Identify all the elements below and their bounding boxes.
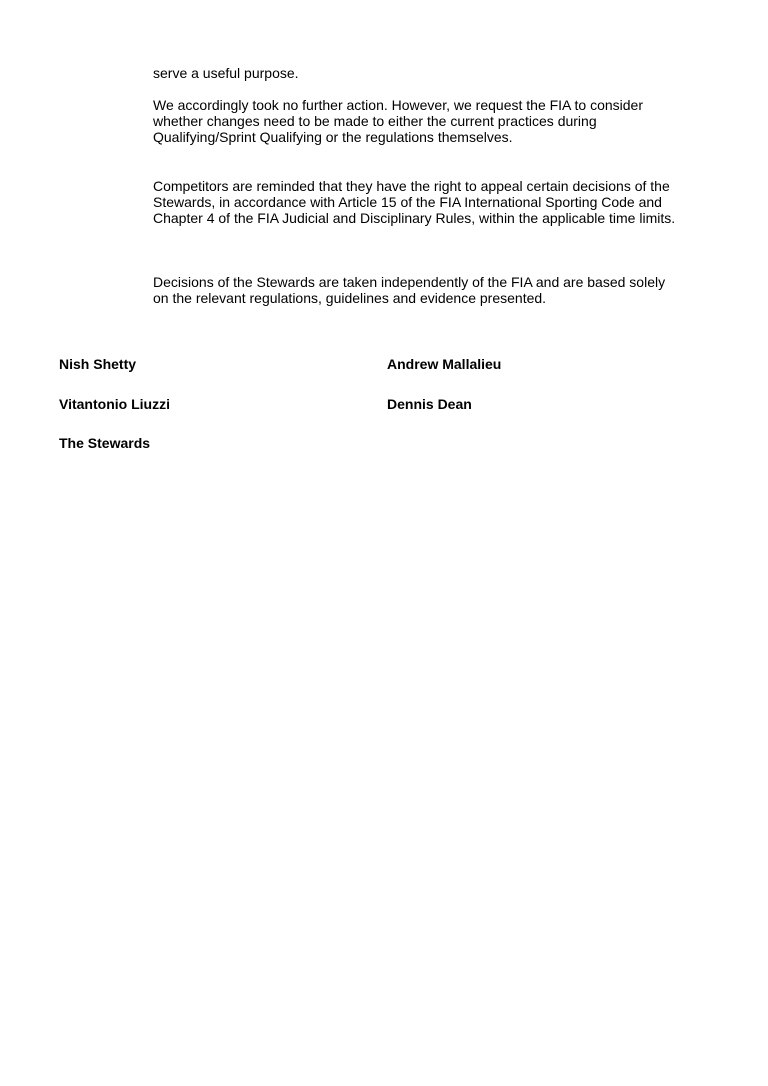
text-line: Stewards, in accordance with Article 15 of the FIA International Sporting Code and [153, 194, 662, 210]
steward-name: Andrew Mallalieu [387, 356, 502, 372]
text-line: Competitors are reminded that they have the right to appeal certain decisions of the [153, 178, 670, 194]
text-line: whether changes need to be made to either the current practices during [153, 113, 597, 129]
stewards-footer: The Stewards [59, 435, 151, 451]
text-line: on the relevant regulations, guidelines and evidence presented. [153, 290, 547, 306]
paragraph-appeal-rights [153, 178, 713, 226]
steward-name: Dennis Dean [387, 396, 472, 412]
text-line: Chapter 4 of the FIA Judicial and Disciplinary Rules, within the applicable time limits. [153, 210, 676, 226]
text-line: serve a useful purpose. [153, 65, 299, 81]
steward-name: Vitantonio Liuzzi [59, 396, 170, 412]
paragraph-no-further-action [153, 97, 713, 145]
steward-name: Nish Shetty [59, 356, 137, 372]
text-line: Decisions of the Stewards are taken independently of the FIA and are based solely [153, 274, 666, 290]
text-line: We accordingly took no further action. However, we request the FIA to consider [153, 97, 643, 113]
paragraph-independence [153, 274, 713, 306]
text-line: Qualifying/Sprint Qualifying or the regulations themselves. [153, 129, 513, 145]
paragraph-purpose [153, 65, 713, 81]
